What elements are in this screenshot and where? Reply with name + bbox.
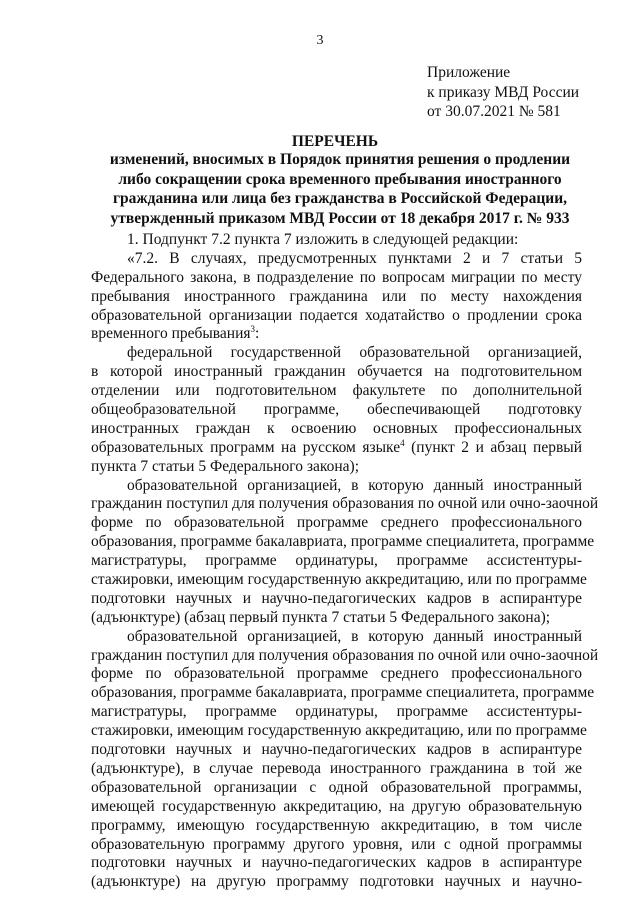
text-line: имеющей государственную аккредитацию, на другую образовательную <box>91 797 582 815</box>
subtitle-line: изменений, вносимых в Порядок принятия решения о продлении <box>109 151 571 168</box>
text-line: образовательной организацией, в которую данный иностранный <box>127 627 582 645</box>
text-line: образовательной организации подается ходатайство о продлении срока <box>91 306 582 324</box>
text-line: общеобразовательной программе, обеспечивающей подготовку <box>91 401 582 419</box>
annex-title: Приложение <box>427 64 511 81</box>
paragraph-1 <box>91 231 582 250</box>
text-line: образовательной организации с одной образовательной программы, <box>91 778 582 796</box>
text-line: отделении или подготовительном факультете по дополнительной <box>91 382 582 400</box>
text-line: гражданин поступил для получения образования по очной или очно-заочной <box>91 646 599 664</box>
text-line: форме по образовательной программе среднего профессионального <box>91 514 582 532</box>
text-fragment: (пункт 2 и абзац первый <box>404 438 582 456</box>
document-title: ПЕРЕЧЕНЬ <box>291 133 379 150</box>
text-line: форме по образовательной программе среднего профессионального <box>91 665 582 683</box>
text-line: магистратуры, программе ординатуры, программе ассистентуры- <box>91 703 582 721</box>
paragraph-5 <box>91 627 599 892</box>
text-line <box>91 325 582 344</box>
text-line: стажировки, имеющим государственную аккредитацию, или по программе <box>91 571 587 589</box>
text-line <box>91 439 582 458</box>
text-line: (адъюнктуре), в случае перевода иностранного гражданина в той же <box>91 759 582 777</box>
paragraph-3 <box>91 344 582 476</box>
footnote-ref: 4 <box>400 437 405 448</box>
paragraph-4 <box>91 476 599 628</box>
subtitle-line: утвержденный приказом МВД России от 18 декабря 2017 г. № 933 <box>110 209 570 227</box>
annex-order-date: от 30.07.2021 № 581 <box>427 103 561 120</box>
text-line: образовательную программу другого уровня, или с одной программы <box>91 835 582 853</box>
text-line: программу, имеющую государственную аккредитацию, в том числе <box>91 816 582 834</box>
text-line: магистратуры, программе ординатуры, программе ассистентуры- <box>91 552 582 570</box>
text-line: пункта 7 статьи 5 Федерального закона); <box>91 457 360 475</box>
annex-block <box>427 63 579 122</box>
footnote-ref: 3 <box>250 324 256 335</box>
text-line: подготовки научных и научно-педагогических кадров в аспирантуре <box>91 589 582 607</box>
text-line: стажировки, имеющим государственную аккредитацию, или по программе <box>91 722 587 740</box>
subtitle-line: гражданина или лица без гражданства в Российской Федерации, <box>112 190 568 207</box>
document-subtitle <box>96 150 584 228</box>
document-body <box>91 231 599 892</box>
text-line: федеральной государственной образовательной организацией, <box>127 344 582 362</box>
text-fragment: временного пребывания <box>91 325 251 343</box>
text-line: гражданин поступил для получения образования по очной или очно-заочной <box>91 495 599 513</box>
text-line: (адъюнктуре) (абзац первый пункта 7 статьи 5 Федерального закона); <box>91 608 551 626</box>
subtitle-line: либо сокращении срока временного пребывания иностранного <box>118 170 562 188</box>
text-line: иностранных граждан к освоению основных профессиональных <box>91 419 582 437</box>
text-line: подготовки научных и научно-педагогических кадров в аспирантуре <box>91 741 582 759</box>
text-line: образования, программе бакалавриата, программе специалитета, программе <box>91 533 595 551</box>
text-line: в которой иностранный гражданин обучается на подготовительном <box>91 363 582 381</box>
text-line: 1. Подпункт 7.2 пункта 7 изложить в следующей редакции: <box>127 231 519 248</box>
text-fragment: : <box>255 325 260 343</box>
text-fragment: образовательных программ на русском языке <box>91 438 401 456</box>
page-number: 3 <box>316 33 324 48</box>
text-line: подготовки научных и научно-педагогических кадров в аспирантуре <box>91 854 582 872</box>
text-line: пребывания иностранного гражданина или по месту нахождения <box>91 287 582 305</box>
text-line: образования, программе бакалавриата, программе специалитета, программе <box>91 684 595 702</box>
paragraph-2 <box>91 250 582 344</box>
annex-order-ref: к приказу МВД России <box>427 83 580 101</box>
text-line: Федерального закона, в подразделение по вопросам миграции по месту <box>91 268 582 286</box>
text-line: образовательной организацией, в которую данный иностранный <box>127 476 582 494</box>
text-line: (адъюнктуре) на другую программу подготовки научных и научно- <box>91 873 582 891</box>
text-line: «7.2. В случаях, предусмотренных пунктами 2 и 7 статьи 5 <box>127 249 582 267</box>
